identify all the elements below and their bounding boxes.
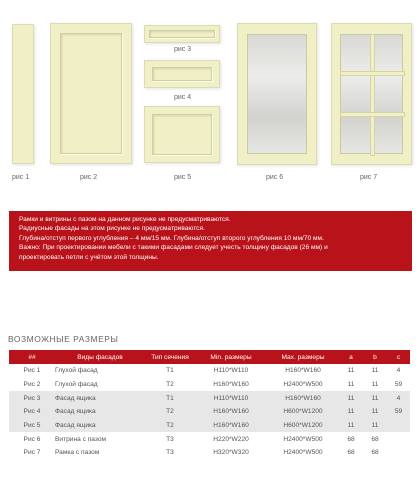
figure-7-panel [331,23,412,165]
table-row [9,378,410,392]
cell-b: 11 [363,419,387,433]
cell-number: Рис 2 [23,381,41,389]
cell-a: 68 [347,435,355,443]
cell-number: Рис 6 [23,435,41,443]
sizes-header-row [9,350,410,364]
col-header-type: Виды фасадов [55,350,145,364]
cell-a: 11 [347,367,355,375]
cell-max: H2400*W500 [283,435,323,443]
cell-a: 11 [347,381,355,389]
sizes-table [9,350,410,460]
cell-b: 11 [363,391,387,405]
col-header-c: c [387,350,410,364]
cell-b: 68 [371,449,379,457]
cell-type: Фасад ящика [55,405,145,419]
col-header-a: a [339,350,363,364]
figure-2-caption: рис 2 [80,174,98,181]
cell-number: Рис 4 [9,405,55,419]
cell-a: 11 [339,391,363,405]
figure-6-glass [247,34,307,154]
table-row [9,405,410,419]
figure-7-transom-2 [340,112,405,117]
notice-line: Глубина/отступ первого углубления – 4 мм/15 мм. Глубина/отступ второго углубления 10 мм/70 мм. [19,234,324,242]
notice-box [9,211,412,271]
cell-section: T2 [166,381,174,389]
cell-a: 11 [339,405,363,419]
cell-min: H220*W220 [213,435,249,443]
figure-4-caption: рис 4 [174,94,192,101]
cell-min: H110*W110 [195,391,267,405]
cell-c: 4 [387,391,410,405]
cell-type: Рамка с пазом [55,449,100,457]
figure-1-panel [12,24,34,164]
cell-a: 68 [347,449,355,457]
cell-section: T2 [145,419,195,433]
cell-b: 11 [371,367,379,375]
facade-figures [0,0,419,190]
cell-section: T3 [166,449,174,457]
cell-max: H160*W160 [267,391,339,405]
cell-type: Глухой фасад [55,381,98,389]
col-header-b: b [363,350,387,364]
cell-section: T1 [145,391,195,405]
sizes-heading: ВОЗМОЖНЫЕ РАЗМЕРЫ [8,334,119,344]
figure-6-panel [237,23,317,165]
cell-c [387,432,410,446]
figure-7-transom-1 [340,71,405,76]
cell-max: H2400*W500 [283,381,323,389]
cell-type: Глухой фасад [55,367,98,375]
table-row [9,432,410,446]
col-header-max: Max. размеры [267,350,339,364]
cell-b: 11 [371,381,379,389]
cell-type: Фасад ящика [55,419,145,433]
figure-7-mullion [370,34,375,156]
cell-section: T3 [166,435,174,443]
cell-c: 59 [394,381,403,389]
notice-line: Рамки и витрины с пазом на данном рисунке не предусматриваются. [19,216,231,223]
cell-max: H600*W1200 [267,419,339,433]
cell-min: H320*W320 [213,449,249,457]
figure-3-caption: рис 3 [174,46,192,53]
figure-6-caption: рис 6 [266,174,284,181]
cell-c: 59 [387,405,410,419]
notice-line: Важно: При проектировании мебели с такими фасадами следует учесть толщину фасадов (26 мм) и [19,244,328,252]
cell-min: H160*W160 [195,419,267,433]
cell-a: 11 [339,419,363,433]
cell-section: T1 [166,367,174,375]
table-row [9,391,410,405]
notice-line: Радиусные фасады на этом рисунке не предусматриваются. [19,225,205,233]
cell-min: H110*W110 [213,367,249,375]
cell-b: 11 [363,405,387,419]
cell-number: Рис 3 [9,391,55,405]
figure-5-panel [144,106,220,163]
table-row [9,364,410,378]
table-row [9,419,410,433]
cell-section: T2 [145,405,195,419]
figure-4-panel [144,60,220,88]
cell-type: Фасад ящика [55,391,145,405]
cell-max: H2400*W500 [283,449,323,457]
figure-2-panel [50,23,132,164]
cell-number: Рис 7 [23,449,41,457]
figure-3-panel [144,25,220,43]
cell-c [387,419,410,433]
cell-type: Витрина с пазом [55,435,107,443]
col-header-section: Тип сечения [145,350,195,364]
figure-5-caption: рис 5 [174,174,192,181]
cell-number: Рис 1 [23,367,41,375]
table-row [9,446,410,460]
notice-line: проектировать петли с учётом этой толщины. [19,253,159,261]
col-header-number: ## [9,350,55,364]
cell-max: H600*W1200 [267,405,339,419]
cell-min: H160*W160 [213,381,249,389]
figure-7-caption: рис 7 [360,174,378,181]
cell-b: 68 [371,435,379,443]
cell-c: 4 [396,367,401,375]
cell-min: H160*W160 [195,405,267,419]
figure-1-caption: рис 1 [12,174,30,181]
col-header-min: Min. размеры [195,350,267,364]
cell-number: Рис 5 [9,419,55,433]
cell-c [387,446,410,460]
cell-max: H160*W160 [285,367,321,375]
